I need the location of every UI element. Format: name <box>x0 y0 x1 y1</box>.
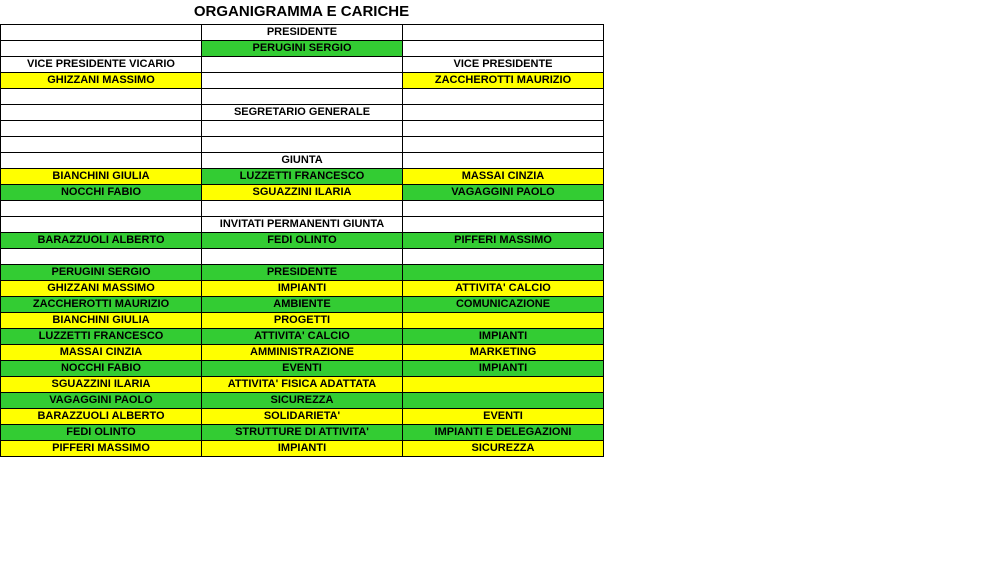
table-cell[interactable] <box>403 249 604 265</box>
table-row <box>1 377 604 393</box>
table-cell[interactable]: VICE PRESIDENTE <box>403 57 604 73</box>
table-cell[interactable]: LUZZETTI FRANCESCO <box>202 169 403 185</box>
table-cell[interactable]: BIANCHINI GIULIA <box>1 313 202 329</box>
table-cell[interactable] <box>1 25 202 41</box>
table-cell[interactable]: NOCCHI FABIO <box>1 185 202 201</box>
table-cell[interactable]: PRESIDENTE <box>202 265 403 281</box>
table-cell[interactable]: MARKETING <box>403 345 604 361</box>
table-cell[interactable]: PIFFERI MASSIMO <box>1 441 202 457</box>
table-row <box>1 217 604 233</box>
table-cell[interactable]: MASSAI CINZIA <box>1 345 202 361</box>
table-cell[interactable]: SGUAZZINI ILARIA <box>202 185 403 201</box>
table-row <box>1 409 604 425</box>
table-cell[interactable]: SOLIDARIETA' <box>202 409 403 425</box>
table-cell[interactable] <box>403 313 604 329</box>
table-cell[interactable]: FEDI OLINTO <box>1 425 202 441</box>
table-cell[interactable] <box>403 105 604 121</box>
table-cell[interactable]: IMPIANTI <box>202 281 403 297</box>
table-cell[interactable]: SGUAZZINI ILARIA <box>1 377 202 393</box>
table-cell[interactable] <box>202 249 403 265</box>
table-cell[interactable]: EVENTI <box>403 409 604 425</box>
table-row <box>1 185 604 201</box>
table-row <box>1 73 604 89</box>
table-cell[interactable]: GHIZZANI MASSIMO <box>1 73 202 89</box>
table-cell[interactable]: FEDI OLINTO <box>202 233 403 249</box>
table-cell[interactable] <box>403 201 604 217</box>
table-row <box>1 201 604 217</box>
table-row <box>1 329 604 345</box>
table-cell[interactable]: ATTIVITA' FISICA ADATTATA <box>202 377 403 393</box>
table-row <box>1 233 604 249</box>
table-cell[interactable]: EVENTI <box>202 361 403 377</box>
table-cell[interactable]: PERUGINI SERGIO <box>202 41 403 57</box>
table-cell[interactable]: BARAZZUOLI ALBERTO <box>1 409 202 425</box>
table-cell[interactable]: AMMINISTRAZIONE <box>202 345 403 361</box>
table-row <box>1 345 604 361</box>
table-cell[interactable]: PROGETTI <box>202 313 403 329</box>
table-cell[interactable]: BIANCHINI GIULIA <box>1 169 202 185</box>
table-cell[interactable]: INVITATI PERMANENTI GIUNTA <box>202 217 403 233</box>
table-cell[interactable] <box>202 57 403 73</box>
table-cell[interactable] <box>403 217 604 233</box>
table-cell[interactable]: VAGAGGINI PAOLO <box>1 393 202 409</box>
table-cell[interactable] <box>202 201 403 217</box>
table-cell[interactable]: AMBIENTE <box>202 297 403 313</box>
table-cell[interactable] <box>1 201 202 217</box>
table-cell[interactable]: PIFFERI MASSIMO <box>403 233 604 249</box>
org-table <box>0 24 604 457</box>
table-cell[interactable]: COMUNICAZIONE <box>403 297 604 313</box>
table-cell[interactable] <box>403 377 604 393</box>
org-table-body <box>1 25 604 457</box>
table-cell[interactable] <box>1 217 202 233</box>
table-cell[interactable] <box>1 249 202 265</box>
table-cell[interactable] <box>202 73 403 89</box>
table-row <box>1 265 604 281</box>
table-cell[interactable] <box>1 121 202 137</box>
table-row <box>1 89 604 105</box>
table-cell[interactable] <box>403 137 604 153</box>
table-cell[interactable] <box>403 265 604 281</box>
table-cell[interactable] <box>202 137 403 153</box>
table-cell[interactable]: GHIZZANI MASSIMO <box>1 281 202 297</box>
table-cell[interactable] <box>403 153 604 169</box>
table-cell[interactable]: PERUGINI SERGIO <box>1 265 202 281</box>
table-cell[interactable] <box>202 121 403 137</box>
table-cell[interactable] <box>1 89 202 105</box>
table-cell[interactable]: NOCCHI FABIO <box>1 361 202 377</box>
sheet-title: ORGANIGRAMMA E CARICHE <box>193 3 410 20</box>
table-cell[interactable]: IMPIANTI <box>202 441 403 457</box>
table-cell[interactable] <box>403 121 604 137</box>
table-cell[interactable]: ATTIVITA' CALCIO <box>202 329 403 345</box>
table-cell[interactable]: VICE PRESIDENTE VICARIO <box>1 57 202 73</box>
table-row <box>1 169 604 185</box>
table-cell[interactable] <box>1 137 202 153</box>
table-cell[interactable] <box>1 41 202 57</box>
table-cell[interactable]: BARAZZUOLI ALBERTO <box>1 233 202 249</box>
table-cell[interactable]: LUZZETTI FRANCESCO <box>1 329 202 345</box>
table-row <box>1 425 604 441</box>
table-cell[interactable] <box>1 153 202 169</box>
table-cell[interactable]: STRUTTURE DI ATTIVITA' <box>202 425 403 441</box>
table-row <box>1 249 604 265</box>
table-row <box>1 137 604 153</box>
spreadsheet <box>0 0 603 457</box>
table-row <box>1 41 604 57</box>
table-cell[interactable]: SICUREZZA <box>202 393 403 409</box>
table-cell[interactable] <box>403 393 604 409</box>
table-cell[interactable] <box>403 41 604 57</box>
table-row <box>1 25 604 41</box>
table-cell[interactable] <box>403 89 604 105</box>
table-cell[interactable] <box>1 105 202 121</box>
table-row <box>1 281 604 297</box>
table-cell[interactable]: IMPIANTI <box>403 329 604 345</box>
table-row <box>1 393 604 409</box>
table-row <box>1 441 604 457</box>
table-cell[interactable]: SICUREZZA <box>403 441 604 457</box>
table-row <box>1 121 604 137</box>
table-row <box>1 361 604 377</box>
table-row <box>1 313 604 329</box>
table-cell[interactable]: VAGAGGINI PAOLO <box>403 185 604 201</box>
table-cell[interactable]: IMPIANTI <box>403 361 604 377</box>
table-cell[interactable]: IMPIANTI E DELEGAZIONI <box>403 425 604 441</box>
table-cell[interactable]: MASSAI CINZIA <box>403 169 604 185</box>
table-cell[interactable]: GIUNTA <box>202 153 403 169</box>
table-cell[interactable]: ZACCHEROTTI MAURIZIO <box>403 73 604 89</box>
table-cell[interactable] <box>202 89 403 105</box>
table-cell[interactable]: SEGRETARIO GENERALE <box>202 105 403 121</box>
table-cell[interactable]: ZACCHEROTTI MAURIZIO <box>1 297 202 313</box>
table-cell[interactable]: PRESIDENTE <box>202 25 403 41</box>
table-cell[interactable]: ATTIVITA' CALCIO <box>403 281 604 297</box>
table-row <box>1 297 604 313</box>
table-row <box>1 153 604 169</box>
table-row <box>1 105 604 121</box>
table-row <box>1 57 604 73</box>
table-cell[interactable] <box>403 25 604 41</box>
